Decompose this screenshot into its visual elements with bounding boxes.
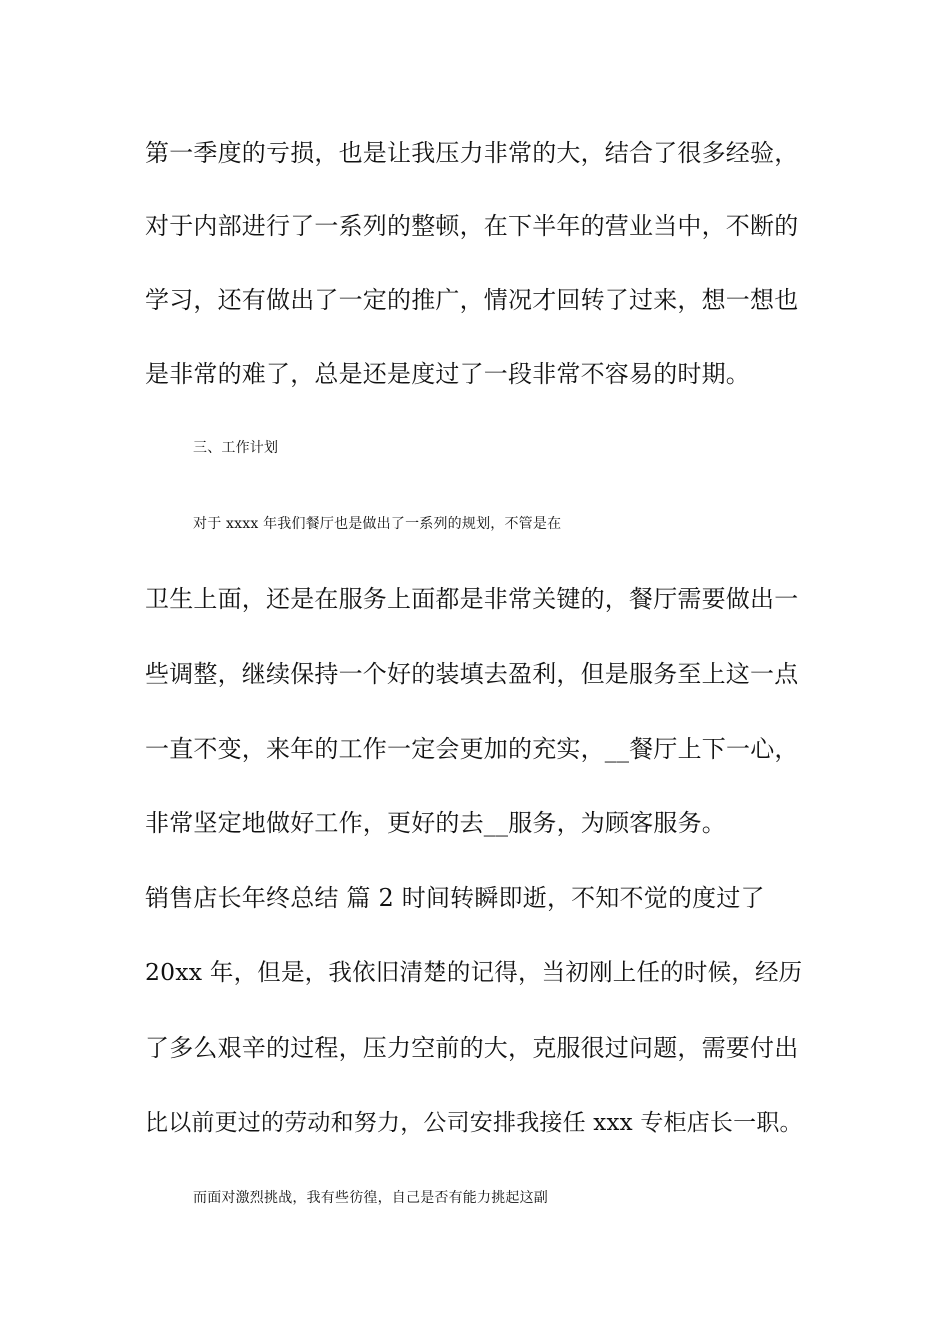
paragraph-line: 20xx 年，但是，我依旧清楚的记得，当初刚上任的时候，经历: [145, 958, 803, 986]
article-title-line: 销售店长年终总结 篇 2 时间转瞬即逝，不知不觉的度过了: [145, 884, 765, 912]
paragraph-line: 些调整，继续保持一个好的装填去盈利，但是服务至上这一点: [145, 660, 799, 688]
paragraph-line: 第一季度的亏损，也是让我压力非常的大，结合了很多经验，: [145, 139, 799, 167]
paragraph-line: 卫生上面，还是在服务上面都是非常关键的，餐厅需要做出一: [145, 585, 799, 613]
paragraph-line: 学习，还有做出了一定的推广，情况才回转了过来，想一想也: [145, 286, 799, 314]
paragraph-line: 了多么艰辛的过程，压力空前的大，克服很过问题，需要付出: [145, 1034, 799, 1062]
paragraph-line: 对于内部进行了一系列的整顿，在下半年的营业当中，不断的: [145, 212, 799, 240]
paragraph-line: 对于 xxxx 年我们餐厅也是做出了一系列的规划，不管是在: [193, 516, 562, 532]
paragraph-line: 而面对激烈挑战，我有些彷徨，自己是否有能力挑起这副: [193, 1190, 548, 1206]
section-heading: 三、工作计划: [193, 440, 279, 456]
paragraph-line: 是非常的难了，总是还是度过了一段非常不容易的时期。: [145, 360, 750, 388]
paragraph-line: 一直不变，来年的工作一定会更加的充实，__餐厅上下一心，: [145, 735, 799, 763]
paragraph-line: 非常坚定地做好工作，更好的去__服务，为顾客服务。: [145, 809, 726, 837]
paragraph-line: 比以前更过的劳动和努力，公司安排我接任 xxx 专柜店长一职。: [145, 1110, 803, 1136]
